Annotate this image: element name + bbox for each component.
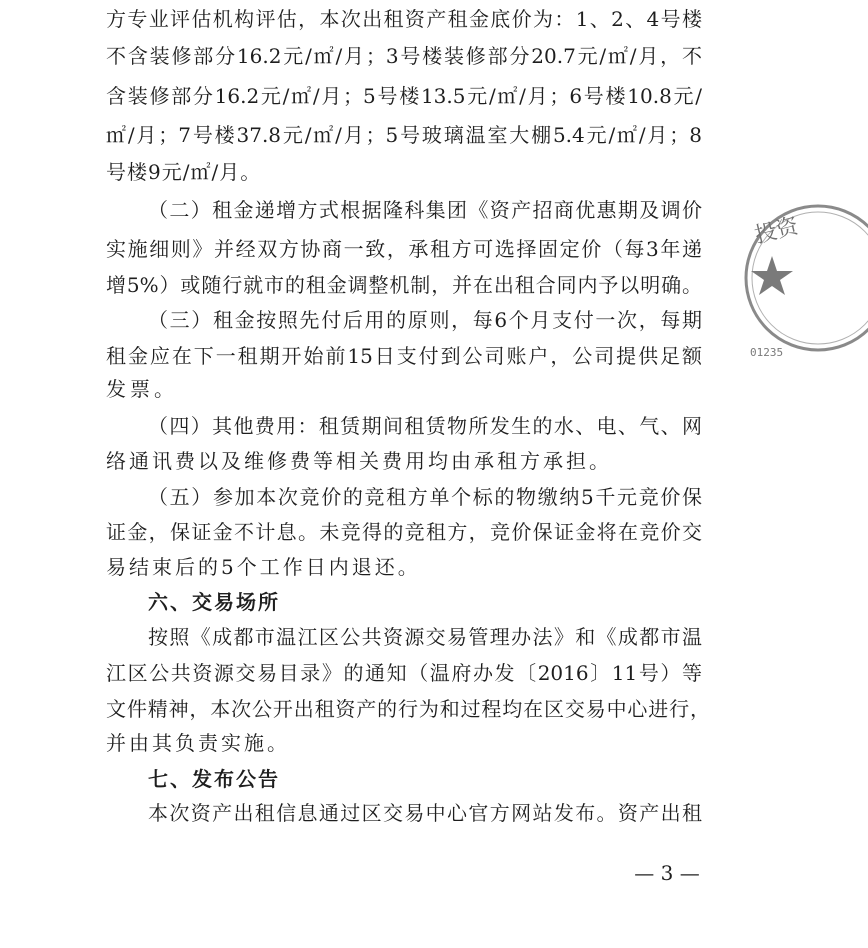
section-heading: 七、发布公告	[148, 767, 280, 791]
text-line: 文件精神，本次公开出租资产的行为和过程均在区交易中心进行，	[106, 697, 710, 721]
text-line: 号楼9元/㎡/月。	[106, 160, 262, 184]
section-heading: 六、交易场所	[148, 590, 280, 614]
text-line: 证金，保证金不计息。未竞得的竞租方，竞价保证金将在竞价交	[106, 520, 702, 544]
page-number: — 3 —	[634, 861, 700, 885]
text-line: 发票。	[106, 377, 178, 401]
paragraph-first-line: 本次资产出租信息通过区交易中心官方网站发布。资产出租	[148, 801, 702, 825]
text-line: 租金应在下一租期开始前15日支付到公司账户，公司提供足额	[106, 344, 702, 368]
text-line: 含装修部分16.2元/㎡/月；5号楼13.5元/㎡/月；6号楼10.8元/	[106, 84, 702, 108]
text-line: 络通讯费以及维修费等相关费用均由承租方承担。	[106, 449, 612, 473]
seal-digits: 01235	[750, 346, 784, 359]
text-line: 江区公共资源交易目录》的通知（温府办发〔2016〕11号）等	[106, 661, 702, 685]
paragraph-first-line: （五）参加本次竞价的竞租方单个标的物缴纳5千元竞价保	[148, 485, 702, 509]
seal-text: 投资	[752, 213, 801, 249]
text-line: 易结束后的5个工作日内退还。	[106, 555, 421, 579]
text-line: 增5%）或随行就市的租金调整机制，并在出租合同内予以明确。	[106, 273, 702, 297]
text-line: 实施细则》并经双方协商一致，承租方可选择固定价（每3年递	[106, 237, 702, 261]
text-line: 不含装修部分16.2元/㎡/月；3号楼装修部分20.7元/㎡/月，不	[106, 44, 702, 68]
paragraph-first-line: （三）租金按照先付后用的原则，每6个月支付一次，每期	[148, 308, 702, 332]
seal-stamp-icon	[748, 198, 868, 368]
paragraph-first-line: （四）其他费用：租赁期间租赁物所发生的水、电、气、网	[148, 414, 702, 438]
paragraph-first-line: （二）租金递增方式根据隆科集团《资产招商优惠期及调价	[148, 198, 702, 222]
text-line: 并由其负责实施。	[106, 731, 290, 755]
paragraph-first-line: 按照《成都市温江区公共资源交易管理办法》和《成都市温	[148, 625, 702, 649]
text-line: ㎡/月；7号楼37.8元/㎡/月；5号玻璃温室大棚5.4元/㎡/月；8	[106, 123, 702, 147]
text-line: 方专业评估机构评估，本次出租资产租金底价为：1、2、4号楼	[106, 7, 702, 31]
